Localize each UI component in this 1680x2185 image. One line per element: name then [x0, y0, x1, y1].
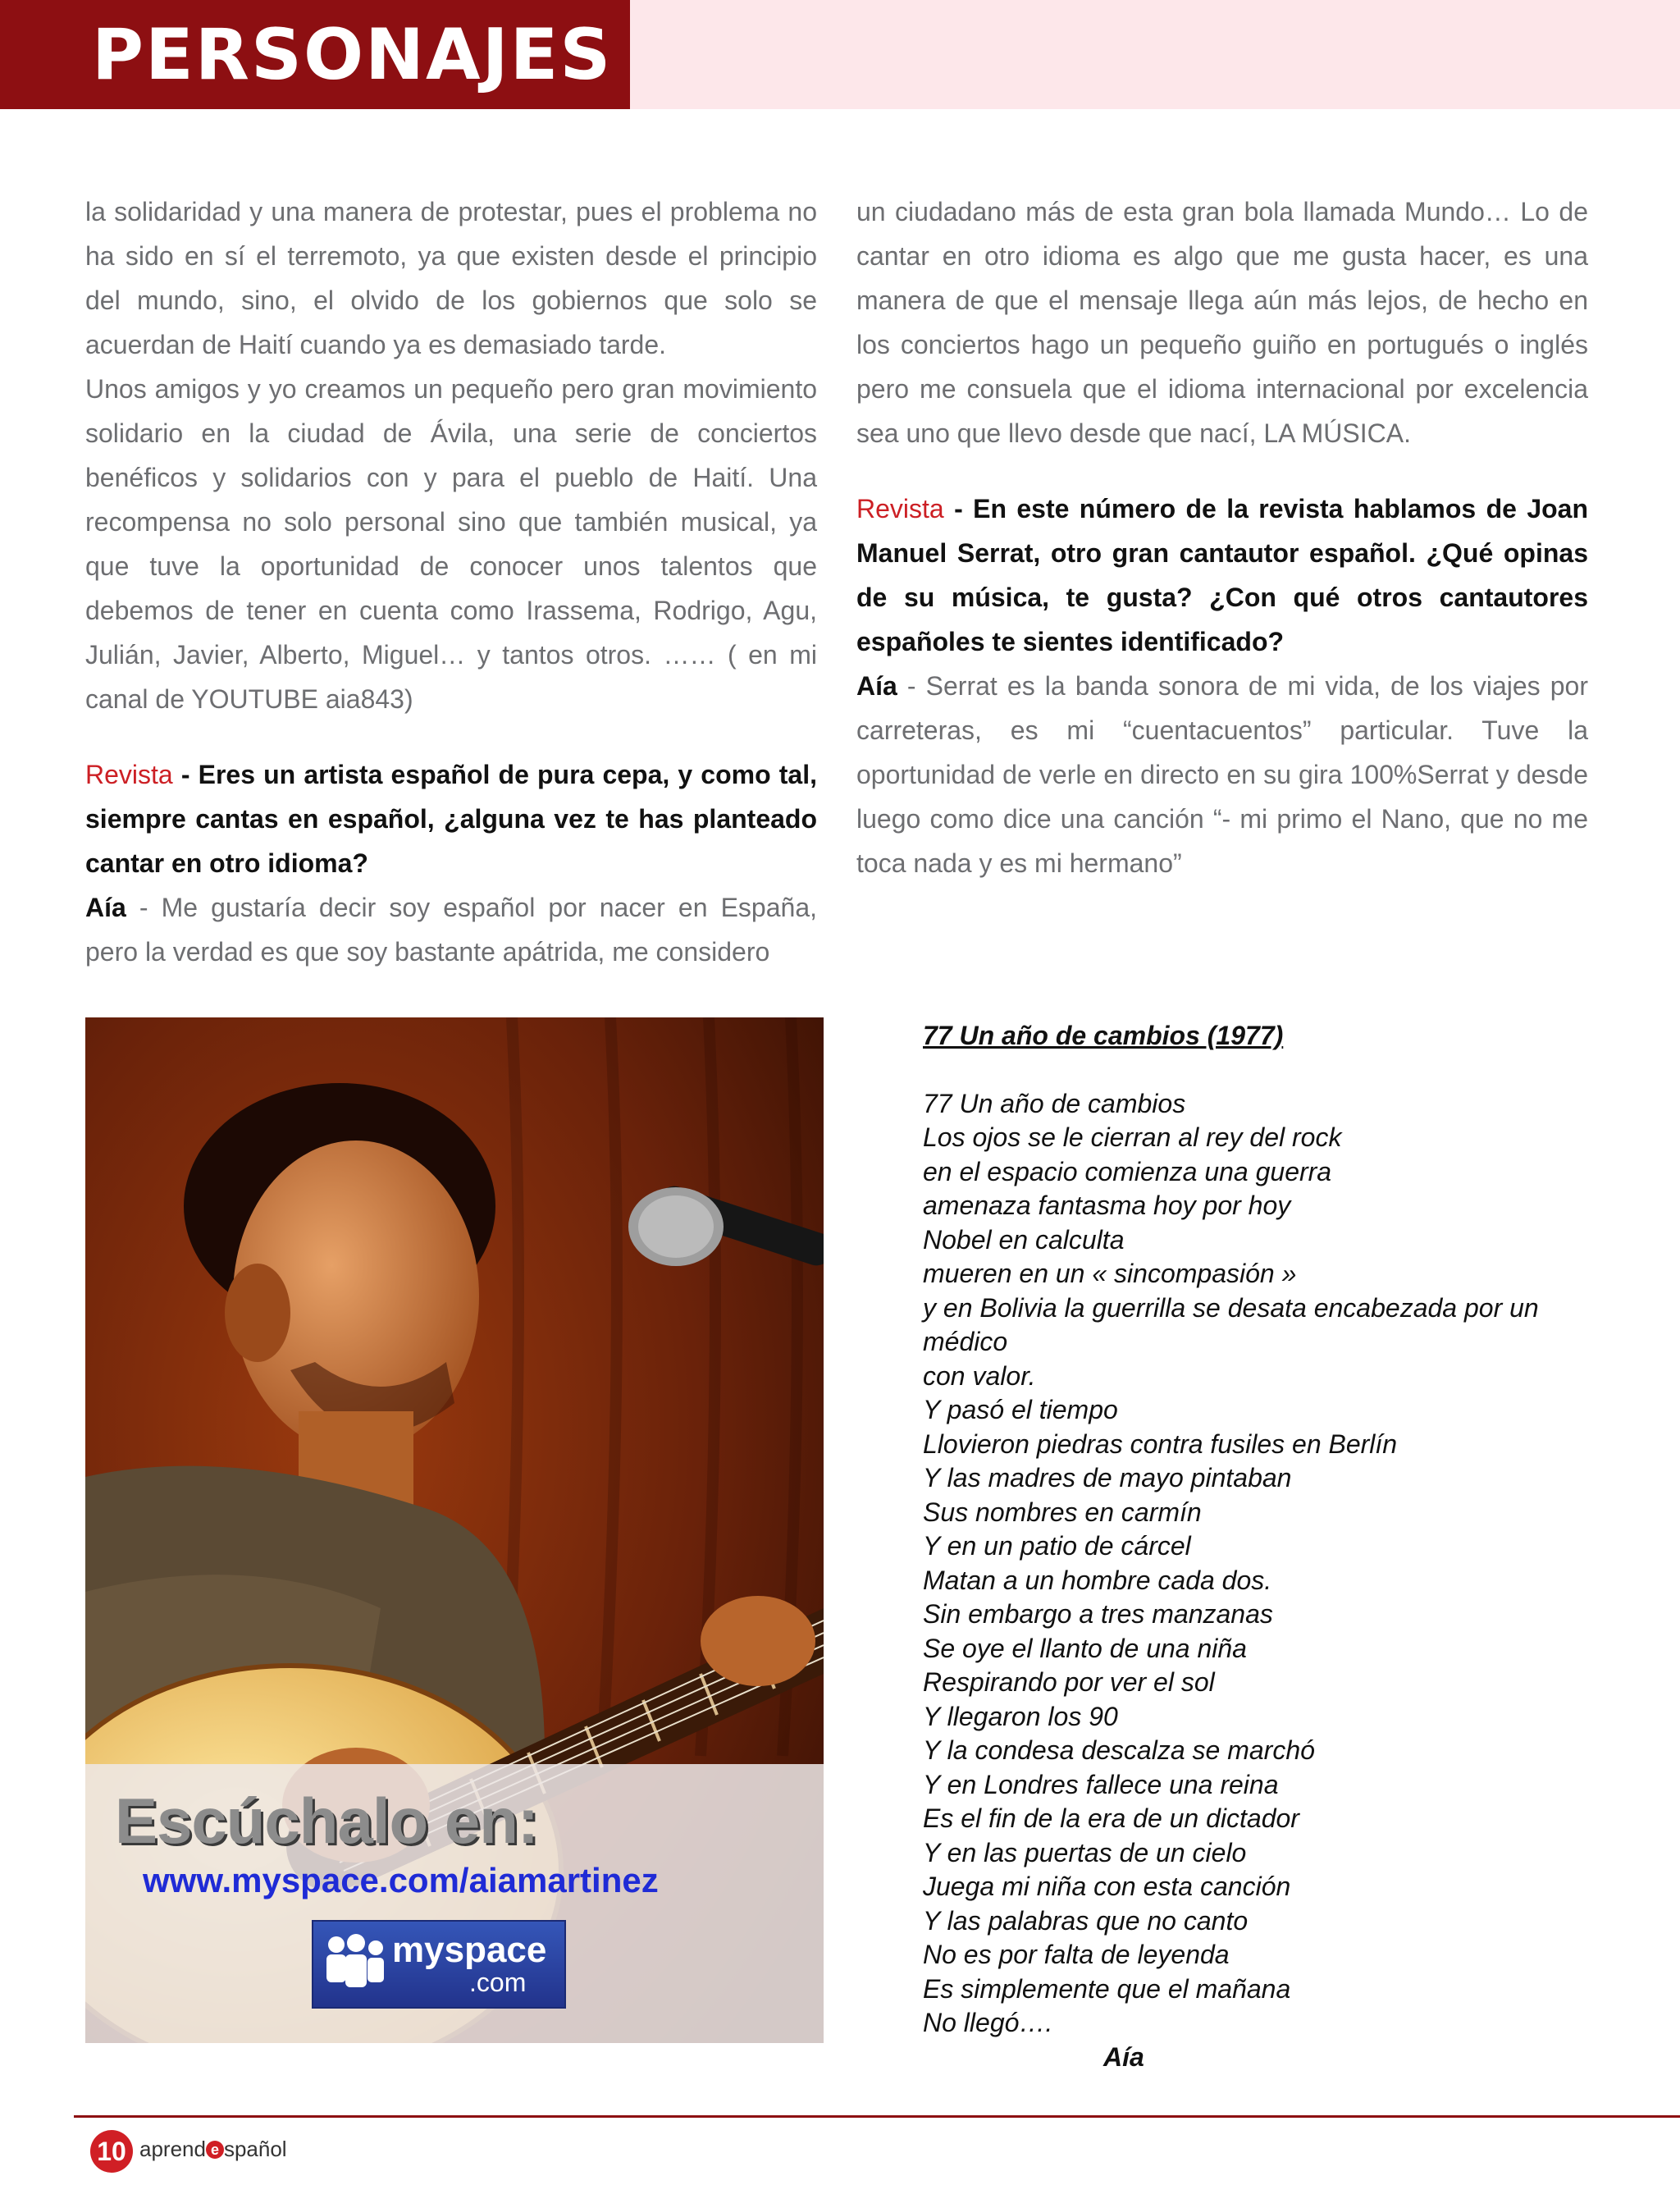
poem [923, 1019, 1604, 2074]
question-label: Revista [856, 494, 944, 523]
footer-rule [74, 2115, 1680, 2118]
poem-line: amenaza fantasma hoy por hoy [923, 1191, 1291, 1220]
poem-line: Respirando por ver el sol [923, 1667, 1215, 1697]
poem-line: Sin embargo a tres manzanas [923, 1599, 1273, 1629]
section-title-box [0, 0, 630, 109]
question-text: - Eres un artista español de pura cepa, y como tal, siempre cantas en español, ¿alguna vez te has planteado cantar en otro idioma? [85, 760, 817, 878]
logo-e-icon: e [206, 2141, 224, 2159]
right-column [856, 190, 1588, 885]
poem-line: Y llegaron los 90 [923, 1701, 1118, 1731]
poem-line: Y en un patio de cárcel [923, 1531, 1191, 1561]
myspace-link[interactable]: www.myspace.com/aiamartinez [143, 1861, 659, 1899]
poem-line: y en Bolivia la guerrilla se desata encabezada por un médico [923, 1292, 1539, 1356]
interview-question [856, 487, 1588, 664]
poem-line: Los ojos se le cierran al rey del rock [923, 1122, 1342, 1152]
question-label: Revista [85, 760, 173, 789]
poem-line: Juega mi niña con esta canción [923, 1872, 1291, 1901]
poem-line: Y pasó el tiempo [923, 1395, 1118, 1424]
poem-line: Es simplemente que el mañana [923, 1973, 1291, 2004]
poem-line: mueren en un « sincompasión » [923, 1259, 1297, 1288]
question-text: - En este número de la revista hablamos de Joan Manuel Serrat, otro gran cantautor español. ¿Qué opinas de su música, te gusta? ¿Con qué otros cantautores españoles te sientes identificado? [856, 494, 1588, 656]
myspace-people-icon [322, 1931, 387, 1997]
interview-answer [856, 664, 1588, 885]
artist-photo [85, 1017, 824, 2043]
interview-answer [85, 885, 817, 974]
poem-line: Es el fin de la era de un dictador [923, 1803, 1299, 1833]
poem-line: Se oye el llanto de una niña [923, 1633, 1247, 1663]
answer-text: - Me gustaría decir soy español por nacer en España, pero la verdad es que soy bastante apátrida, me considero [85, 893, 817, 967]
poem-line: Y en las puertas de un cielo [923, 1837, 1247, 1867]
interview-question [85, 752, 817, 885]
myspace-logo[interactable] [312, 1920, 566, 2009]
answer-label: Aía [85, 893, 126, 922]
section-title: PERSONAJES [92, 14, 613, 96]
answer-label: Aía [856, 671, 897, 701]
poem-lines [923, 1087, 1604, 2041]
answer-text: - Serrat es la banda sonora de mi vida, de los viajes por carreteras, es mi “cuentacuentos” particular. Tuve la oportunidad de verle en directo en su gira 100%Serrat y desde luego como dice una canción “- mi primo el Nano, que no me toca nada y es mi hermano” [856, 671, 1588, 878]
poem-line: con valor. [923, 1360, 1036, 1391]
poem-line: No llegó…. [923, 2008, 1053, 2037]
poem-line: Y la condesa descalza se marchó [923, 1735, 1315, 1765]
poem-line: No es por falta de leyenda [923, 1940, 1230, 1969]
poem-line: Y las palabras que no canto [923, 1905, 1249, 1936]
left-column [85, 190, 817, 974]
poem-line: Matan a un hombre cada dos. [923, 1565, 1272, 1595]
poem-line: en el espacio comienza una guerra [923, 1156, 1332, 1186]
listen-promo-panel [85, 1764, 824, 2043]
page-number: 10 [90, 2130, 133, 2173]
poem-line: Llovieron piedras contra fusiles en Berlín [923, 1428, 1398, 1459]
poem-line: Sus nombres en carmín [923, 1497, 1202, 1527]
logo-text-post: spañol [223, 2137, 287, 2161]
poem-line: Y en Londres fallece una reina [923, 1769, 1279, 1799]
promo-title: Escúchalo en: [115, 1785, 538, 1857]
magazine-logo [139, 2137, 287, 2162]
poem-line: Nobel en calculta [923, 1224, 1125, 1255]
logo-text-pre: aprend [139, 2137, 206, 2161]
paragraph: Unos amigos y yo creamos un pequeño pero gran movimiento solidario en la ciudad de Ávila, una serie de conciertos benéficos y solidarios con y para el pueblo de Haití. Una recompensa no solo personal sino que también musical, ya que tuve la oportunidad de conocer unos talentos que debemos de tener en cuenta como Irassema, Rodrigo, Agu, Julián, Javier, Alberto, Miguel… y tantos otros. …… ( en mi canal de YOUTUBE aia843) [85, 374, 817, 714]
paragraph: un ciudadano más de esta gran bola llamada Mundo… Lo de cantar en otro idioma es algo que me gusta hacer, es una manera de que el mensaje llega aún más lejos, de hecho en los conciertos hago un pequeño guiño en portugués o inglés pero me consuela que el idioma internacional por excelencia sea uno que llevo desde que nací, LA MÚSICA. [856, 197, 1588, 448]
poem-author: Aía [1103, 2041, 1144, 2072]
myspace-logo-word: myspace [392, 1930, 547, 1970]
myspace-logo-suffix: .com [469, 1968, 527, 1997]
poem-line: 77 Un año de cambios [923, 1088, 1186, 1118]
paragraph: la solidaridad y una manera de protestar, pues el problema no ha sido en sí el terremoto, ya que existen desde el principio del mundo, sino, el olvido de los gobiernos que solo se acuerdan de Haití cuando ya es demasiado tarde. [85, 197, 817, 359]
poem-title: 77 Un año de cambios (1977) [923, 1021, 1284, 1050]
poem-line: Y las madres de mayo pintaban [923, 1463, 1292, 1492]
